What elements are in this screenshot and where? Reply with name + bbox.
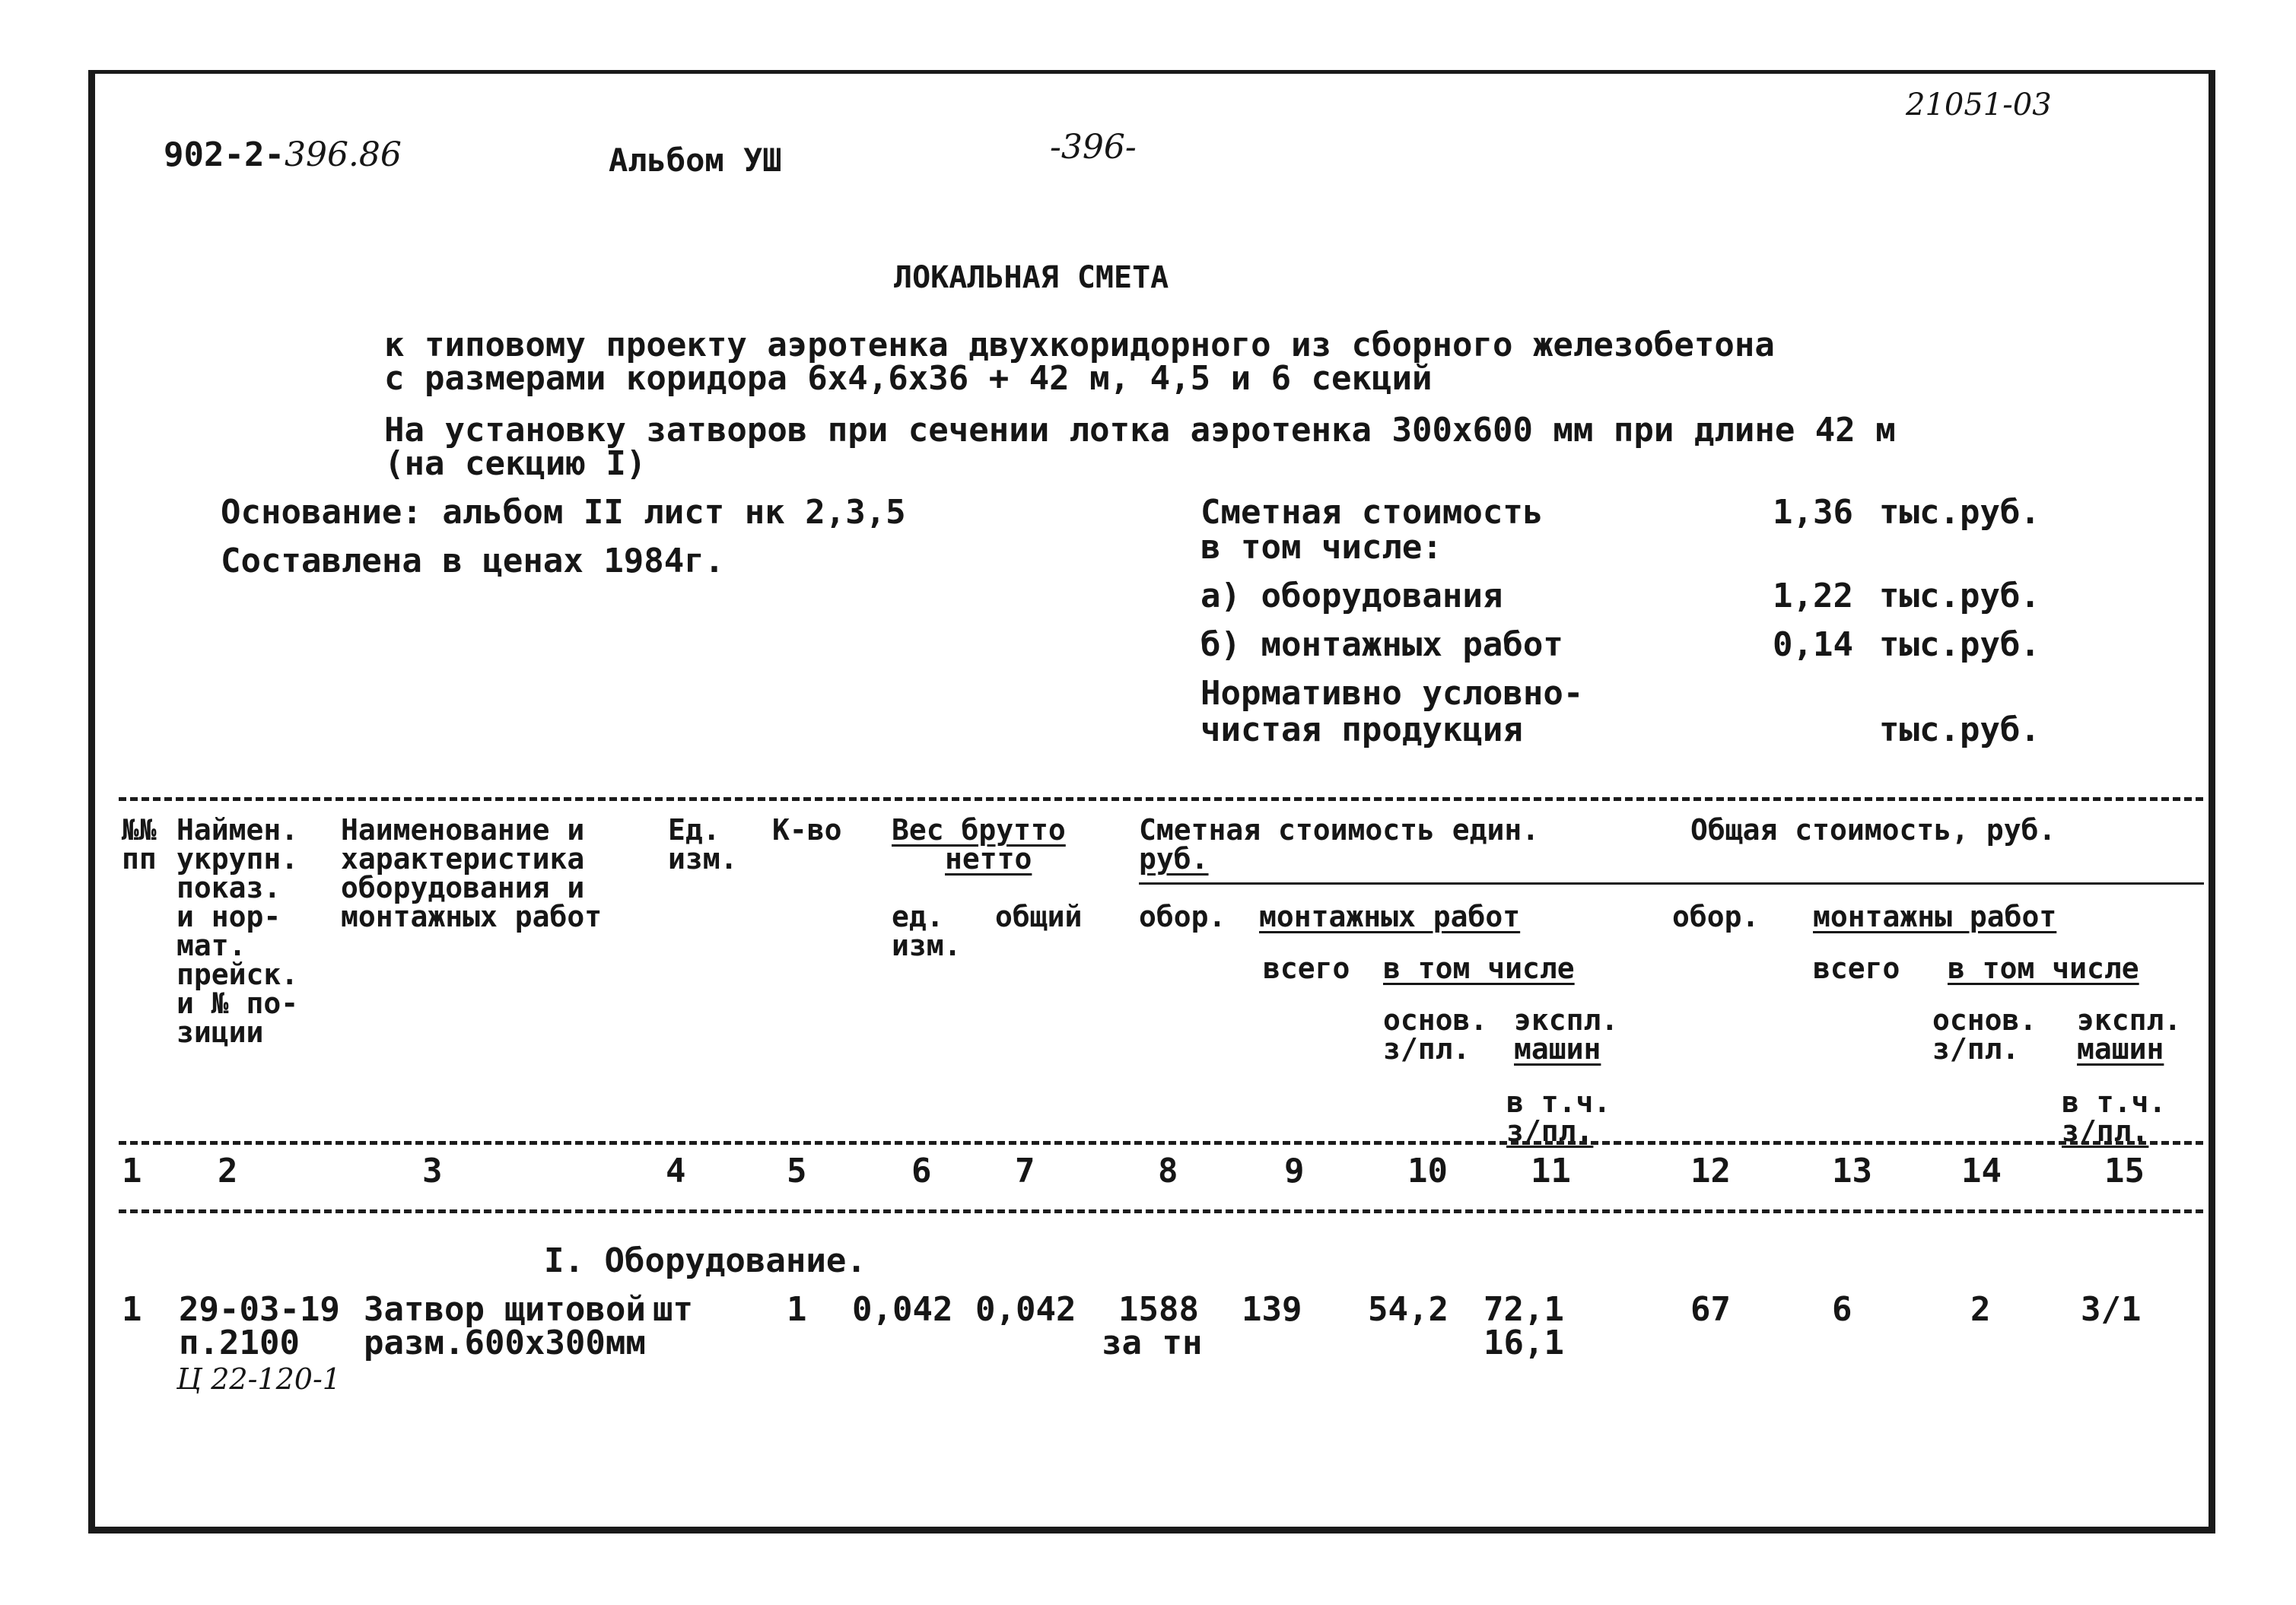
hdr-weight-gross: Вес брутто — [892, 813, 1066, 847]
section-title: I. Оборудование. — [544, 1241, 867, 1280]
hdr-total-all2: всего — [1813, 952, 1900, 985]
col-num-7: 7 — [1015, 1152, 1035, 1190]
hdr-total-equip: обор. — [1672, 900, 1760, 933]
row-machines-2: 16,1 — [1483, 1324, 1564, 1362]
col-num-10: 10 — [1407, 1152, 1448, 1190]
col-num-12: 12 — [1690, 1152, 1731, 1190]
hdr-col3-line2: характеристика — [341, 842, 585, 876]
hdr-machines-line1: экспл. — [1514, 1003, 1619, 1037]
row-code-handwritten: Ц 22-120-1 — [176, 1362, 341, 1396]
corner-code: 21051-03 — [1906, 87, 2052, 122]
hdr-incl-wage-line2: з/пл. — [1506, 1114, 1594, 1148]
hdr-weight-net: нетто — [945, 842, 1032, 876]
row-name-1: Затвор щитовой — [364, 1290, 646, 1329]
row-code-1: 29-03-19 — [179, 1290, 340, 1329]
hdr-base-wage-line1: основ. — [1383, 1003, 1488, 1037]
equipment-unit: тыс.руб. — [1879, 577, 2040, 615]
col-num-2: 2 — [218, 1152, 238, 1190]
hdr-unit-cost-line1: Сметная стоимость един. — [1139, 813, 1540, 847]
row-total-base-wage: 2 — [1970, 1290, 1991, 1329]
hdr-col2-line6: прейск. — [176, 958, 299, 991]
col-num-9: 9 — [1284, 1152, 1305, 1190]
subtitle-line-2: с размерами коридора 6х4,6х36 + 42 м, 4,5 и 6 секций — [384, 359, 1433, 398]
row-total-equip: 67 — [1690, 1290, 1731, 1329]
row-total-install: 6 — [1832, 1290, 1852, 1329]
hdr-col4-line1: Ед. — [668, 813, 720, 847]
hdr-including: в том числе — [1383, 952, 1575, 985]
hdr-including2: в том числе — [1948, 952, 2139, 985]
npc-unit: тыс.руб. — [1879, 710, 2040, 749]
doc-code-handwritten: 396.86 — [284, 135, 402, 174]
hdr-base-wage2-line1: основ. — [1932, 1003, 2037, 1037]
row-machines-1: 72,1 — [1483, 1290, 1564, 1329]
row-equip-cost-2: за тн — [1102, 1324, 1203, 1362]
document-title: ЛОКАЛЬНАЯ СМЕТА — [894, 260, 1169, 295]
subtitle-line-4: (на секцию I) — [384, 444, 647, 483]
row-qty: 1 — [787, 1290, 807, 1329]
table-top-rule — [119, 797, 2203, 801]
column-number-top-rule — [119, 1141, 2203, 1145]
total-cost-unit: тыс.руб. — [1879, 493, 2040, 532]
install-label: б) монтажных работ — [1200, 625, 1563, 664]
install-unit: тыс.руб. — [1879, 625, 2040, 664]
total-cost-label: Сметная стоимость — [1200, 493, 1544, 532]
hdr-col4-line2: изм. — [668, 842, 738, 876]
hdr-col3-line1: Наименование и — [341, 813, 585, 847]
col-num-14: 14 — [1961, 1152, 2002, 1190]
row-install-total: 139 — [1242, 1290, 1302, 1329]
equipment-label: а) оборудования — [1200, 577, 1503, 615]
row-code-2: п.2100 — [179, 1324, 300, 1362]
hdr-col2-line4: и нор- — [176, 900, 281, 933]
col-num-5: 5 — [787, 1152, 807, 1190]
row-num: 1 — [122, 1290, 142, 1329]
hdr-col2-line1: Наймен. — [176, 813, 299, 847]
hdr-machines2-line2: машин — [2077, 1032, 2164, 1066]
hdr-unit-cost-line2: руб. — [1139, 842, 1209, 876]
install-value: 0,14 — [1773, 625, 1853, 664]
hdr-unit-cost-rule — [1139, 882, 2204, 885]
col-num-8: 8 — [1158, 1152, 1178, 1190]
hdr-col2-line7: и № по- — [176, 987, 299, 1020]
npc-label-1: Нормативно условно- — [1200, 674, 1584, 713]
hdr-col3-line3: оборудования и — [341, 871, 585, 904]
hdr-install-works: монтажных работ — [1259, 900, 1521, 933]
hdr-base-wage-line2: з/пл. — [1383, 1032, 1471, 1066]
hdr-base-wage2-line2: з/пл. — [1932, 1032, 2020, 1066]
col-num-11: 11 — [1531, 1152, 1571, 1190]
hdr-machines2-line1: экспл. — [2077, 1003, 2182, 1037]
row-total-machines: 3/1 — [2081, 1290, 2142, 1329]
doc-code: 902-2-396.86 — [164, 135, 402, 174]
col-num-1: 1 — [122, 1152, 142, 1190]
total-cost-value: 1,36 — [1773, 493, 1853, 532]
subtitle-line-3: На установку затворов при сечении лотка аэротенка 300х600 мм при длине 42 м — [384, 411, 1896, 450]
hdr-equip: обор. — [1139, 900, 1226, 933]
album-label: Альбом УШ — [609, 141, 782, 179]
page-number: -396- — [1050, 128, 1137, 167]
hdr-col5: К-во — [772, 813, 842, 847]
hdr-col1-line1: №№ — [122, 813, 157, 847]
hdr-total-all: всего — [1263, 952, 1350, 985]
row-weight-unit: 0,042 — [852, 1290, 953, 1329]
hdr-weight-total: общий — [995, 900, 1083, 933]
hdr-col2-line3: показ. — [176, 871, 281, 904]
hdr-incl-wage2-line1: в т.ч. — [2062, 1085, 2167, 1119]
row-name-2: разм.600х300мм — [364, 1324, 646, 1362]
hdr-incl-wage2-line2: з/пл. — [2062, 1114, 2149, 1148]
col-num-13: 13 — [1832, 1152, 1872, 1190]
hdr-col2-line2: укрупн. — [176, 842, 299, 876]
col-num-15: 15 — [2104, 1152, 2145, 1190]
hdr-weight-unit-line2: изм. — [892, 929, 962, 962]
hdr-col1-line2: пп — [122, 842, 157, 876]
hdr-incl-wage-line1: в т.ч. — [1506, 1085, 1611, 1119]
including-label: в том числе: — [1200, 528, 1442, 567]
hdr-col2-line8: зиции — [176, 1015, 264, 1049]
npc-label-2: чистая продукция — [1200, 710, 1523, 749]
column-number-bottom-rule — [119, 1209, 2203, 1213]
col-num-6: 6 — [911, 1152, 932, 1190]
hdr-total-install: монтажны работ — [1813, 900, 2057, 933]
col-num-4: 4 — [666, 1152, 686, 1190]
prices-line: Составлена в ценах 1984г. — [221, 542, 725, 580]
row-base-wage: 54,2 — [1368, 1290, 1449, 1329]
equipment-value: 1,22 — [1773, 577, 1853, 615]
hdr-col2-line5: мат. — [176, 929, 246, 962]
basis-line: Основание: альбом II лист нк 2,3,5 — [221, 493, 906, 532]
subtitle-line-1: к типовому проекту аэротенка двухкоридорного из сборного железобетона — [384, 326, 1775, 364]
row-equip-cost-1: 1588 — [1118, 1290, 1199, 1329]
hdr-total-cost: Общая стоимость, руб. — [1690, 813, 2056, 847]
hdr-col3-line4: монтажных работ — [341, 900, 603, 933]
row-unit: шт — [653, 1290, 693, 1329]
hdr-weight-unit-line1: ед. — [892, 900, 944, 933]
hdr-machines-line2: машин — [1514, 1032, 1601, 1066]
col-num-3: 3 — [422, 1152, 443, 1190]
row-weight-total: 0,042 — [975, 1290, 1076, 1329]
